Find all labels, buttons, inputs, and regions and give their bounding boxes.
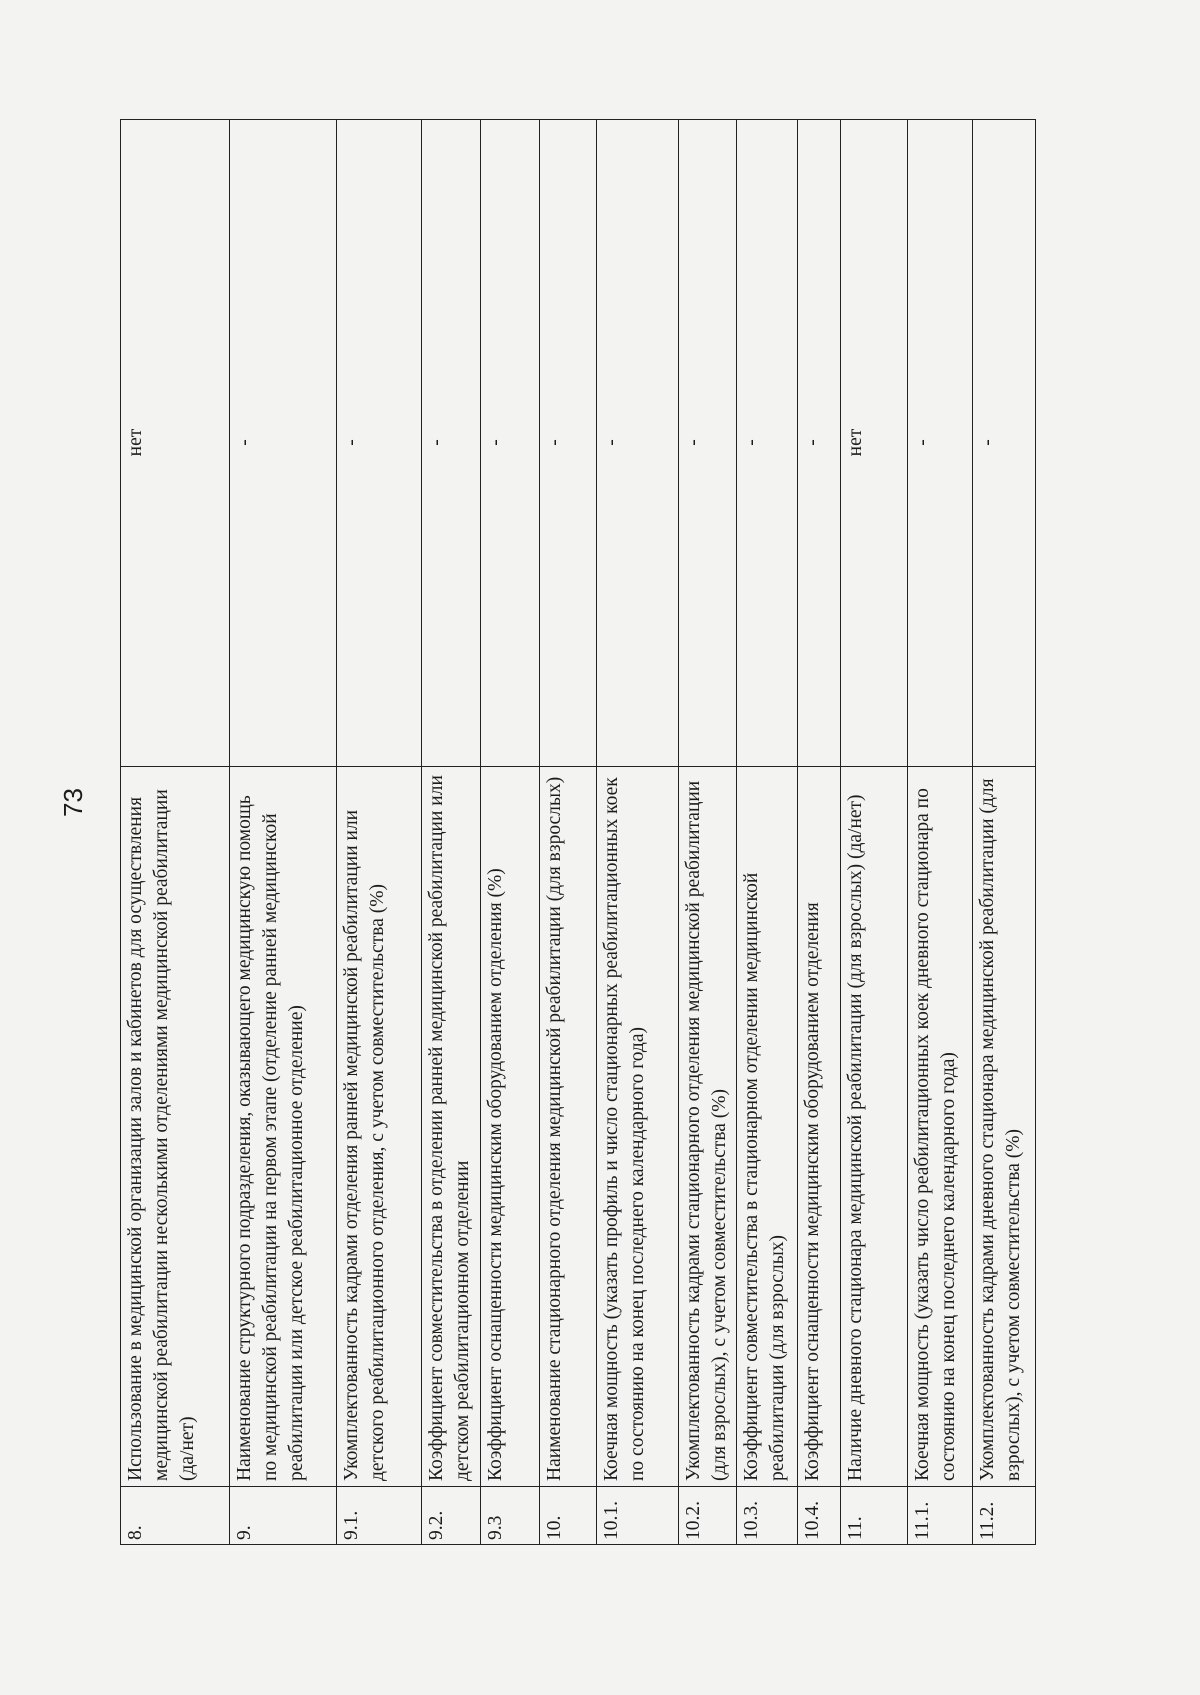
rehabilitation-table-container: [120, 125, 1070, 1545]
row-number: 10.4.: [798, 1487, 841, 1545]
row-description: Коечная мощность (указать профиль и число стационарных реабилитационных коек по состоянию на конец последнего календарного года): [597, 767, 679, 1487]
row-description: Укомплектованность кадрами отделения ранней медицинской реабилитации или детского реабилитационного отделения, с учетом совместительства (%): [337, 767, 422, 1487]
row-number: 10.: [540, 1487, 597, 1545]
table-row: [422, 120, 481, 1545]
row-value: -: [540, 120, 597, 767]
row-description: Укомплектованность кадрами дневного стационара медицинской реабилитации (для взрослых), с учетом совместительства (%): [973, 767, 1036, 1487]
table-row: [679, 120, 737, 1545]
table-row: [337, 120, 422, 1545]
row-value: нет: [121, 120, 230, 767]
row-number: 11.: [841, 1487, 908, 1545]
table-row: [481, 120, 540, 1545]
row-value: -: [798, 120, 841, 767]
row-value: -: [481, 120, 540, 767]
table-row: [798, 120, 841, 1545]
row-number: 9.: [230, 1487, 337, 1545]
row-value: -: [597, 120, 679, 767]
row-description: Укомплектованность кадрами стационарного отделения медицинской реабилитации (для взрослых), с учетом совместительства (%): [679, 767, 737, 1487]
row-number: 9.1.: [337, 1487, 422, 1545]
row-value: -: [422, 120, 481, 767]
row-value: -: [737, 120, 798, 767]
rehabilitation-indicators-table: [120, 119, 1036, 1545]
row-description: Использование в медицинской организации залов и кабинетов для осуществления медицинской реабилитации несколькими отделениями медицинской реабилитации (да/нет): [121, 767, 230, 1487]
row-value: -: [337, 120, 422, 767]
table-row: [737, 120, 798, 1545]
row-description: Наличие дневного стационара медицинской реабилитации (для взрослых) (да/нет): [841, 767, 908, 1487]
table-row: [973, 120, 1036, 1545]
row-description: Коэффициент совместительства в стационарном отделении медицинской реабилитации (для взрослых): [737, 767, 798, 1487]
table-row: [908, 120, 973, 1545]
row-description: Наименование структурного подразделения, оказывающего медицинскую помощь по медицинской реабилитации на первом этапе (отделение ранней медицинской реабилитации или детское реабилитационное отделение): [230, 767, 337, 1487]
row-description: Коечная мощность (указать число реабилитационных коек дневного стационара по состоянию на конец последнего календарного года): [908, 767, 973, 1487]
row-value: нет: [841, 120, 908, 767]
row-number: 9.3: [481, 1487, 540, 1545]
row-number: 9.2.: [422, 1487, 481, 1545]
page-number: 73: [58, 788, 88, 817]
row-value: -: [908, 120, 973, 767]
table-row: [597, 120, 679, 1545]
row-value: -: [973, 120, 1036, 767]
table-row: [121, 120, 230, 1545]
row-number: 10.1.: [597, 1487, 679, 1545]
row-number: 11.2.: [973, 1487, 1036, 1545]
row-value: -: [230, 120, 337, 767]
row-number: 8.: [121, 1487, 230, 1545]
row-number: 10.3.: [737, 1487, 798, 1545]
row-description: Наименование стационарного отделения медицинской реабилитации (для взрослых): [540, 767, 597, 1487]
table-row: [841, 120, 908, 1545]
row-value: -: [679, 120, 737, 767]
row-description: Коэффициент совместительства в отделении ранней медицинской реабилитации или детском реабилитационном отделении: [422, 767, 481, 1487]
table-row: [540, 120, 597, 1545]
row-description: Коэффициент оснащенности медицинским оборудованием отделения: [798, 767, 841, 1487]
table-row: [230, 120, 337, 1545]
row-number: 11.1.: [908, 1487, 973, 1545]
row-number: 10.2.: [679, 1487, 737, 1545]
row-description: Коэффициент оснащенности медицинским оборудованием отделения (%): [481, 767, 540, 1487]
